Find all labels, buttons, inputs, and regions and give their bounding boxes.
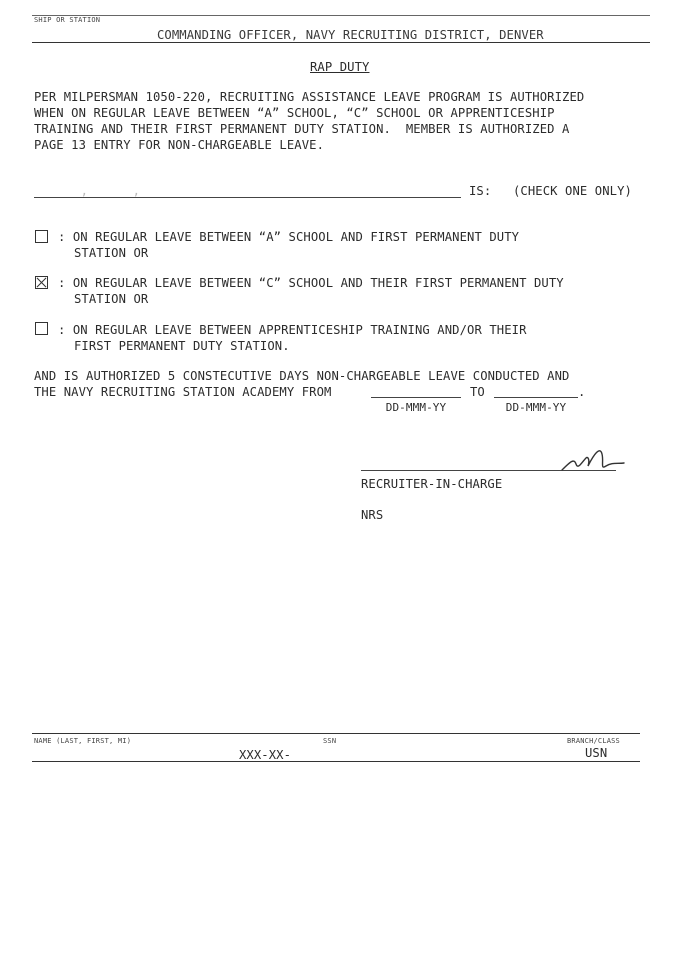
- ssn-value: XXX-XX-: [239, 748, 292, 762]
- authorization-line2: THE NAVY RECRUITING STATION ACADEMY FROM: [34, 385, 332, 399]
- intro-line: PAGE 13 ENTRY FOR NON-CHARGEABLE LEAVE.: [34, 138, 325, 152]
- name-label: NAME (LAST, FIRST, MI): [34, 737, 132, 745]
- recruiter-in-charge-label: RECRUITER-IN-CHARGE: [361, 477, 503, 491]
- header-rule: [32, 42, 650, 43]
- checkbox-apprenticeship[interactable]: [35, 322, 48, 335]
- member-name-redacted: _____ , ___ , ____: [36, 184, 185, 198]
- checkbox-c-school[interactable]: [35, 276, 48, 289]
- branch-class-label: BRANCH/CLASS: [567, 737, 620, 745]
- footer-bottom-rule: [32, 761, 640, 762]
- option-c-school-line2: STATION OR: [74, 292, 149, 306]
- footer-top-rule: [32, 733, 640, 734]
- to-date-field[interactable]: [494, 397, 578, 398]
- top-rule: [32, 15, 650, 16]
- option-apprenticeship-line1: : ON REGULAR LEAVE BETWEEN APPRENTICESHIP TRAINING AND/OR THEIR: [58, 323, 527, 337]
- ssn-label: SSN: [323, 737, 337, 745]
- to-label: TO: [470, 385, 485, 399]
- checkbox-a-school[interactable]: [35, 230, 48, 243]
- intro-line: WHEN ON REGULAR LEAVE BETWEEN “A” SCHOOL, “C” SCHOOL OR APPRENTICESHIP: [34, 106, 555, 120]
- intro-line: TRAINING AND THEIR FIRST PERMANENT DUTY STATION. MEMBER IS AUTHORIZED A: [34, 122, 570, 136]
- option-c-school-line1: : ON REGULAR LEAVE BETWEEN “C” SCHOOL AND THEIR FIRST PERMANENT DUTY: [58, 276, 564, 290]
- station-name: COMMANDING OFFICER, NAVY RECRUITING DISTRICT, DENVER: [157, 28, 544, 42]
- check-one-note: (CHECK ONE ONLY): [513, 184, 632, 198]
- from-date-format: DD-MMM-YY: [385, 401, 447, 414]
- option-a-school-line2: STATION OR: [74, 246, 149, 260]
- authorization-line1: AND IS AUTHORIZED 5 CONSTECUTIVE DAYS NON-CHARGEABLE LEAVE CONDUCTED AND: [34, 369, 570, 383]
- branch-value: USN: [585, 746, 608, 760]
- page-title: RAP DUTY: [310, 60, 370, 74]
- ship-or-station-label: SHIP OR STATION: [34, 16, 101, 24]
- option-apprenticeship-line2: FIRST PERMANENT DUTY STATION.: [74, 339, 290, 353]
- to-date-format: DD-MMM-YY: [505, 401, 567, 414]
- is-label: IS:: [469, 184, 492, 198]
- intro-line: PER MILPERSMAN 1050-220, RECRUITING ASSISTANCE LEAVE PROGRAM IS AUTHORIZED: [34, 90, 585, 104]
- signature-mark: [560, 448, 630, 474]
- member-name-field[interactable]: [34, 197, 461, 198]
- option-a-school-line1: : ON REGULAR LEAVE BETWEEN “A” SCHOOL AND FIRST PERMANENT DUTY: [58, 230, 520, 244]
- period: .: [578, 385, 586, 399]
- intro-paragraph: [34, 89, 584, 153]
- nrs-label: NRS: [361, 508, 384, 522]
- from-date-field[interactable]: [371, 397, 461, 398]
